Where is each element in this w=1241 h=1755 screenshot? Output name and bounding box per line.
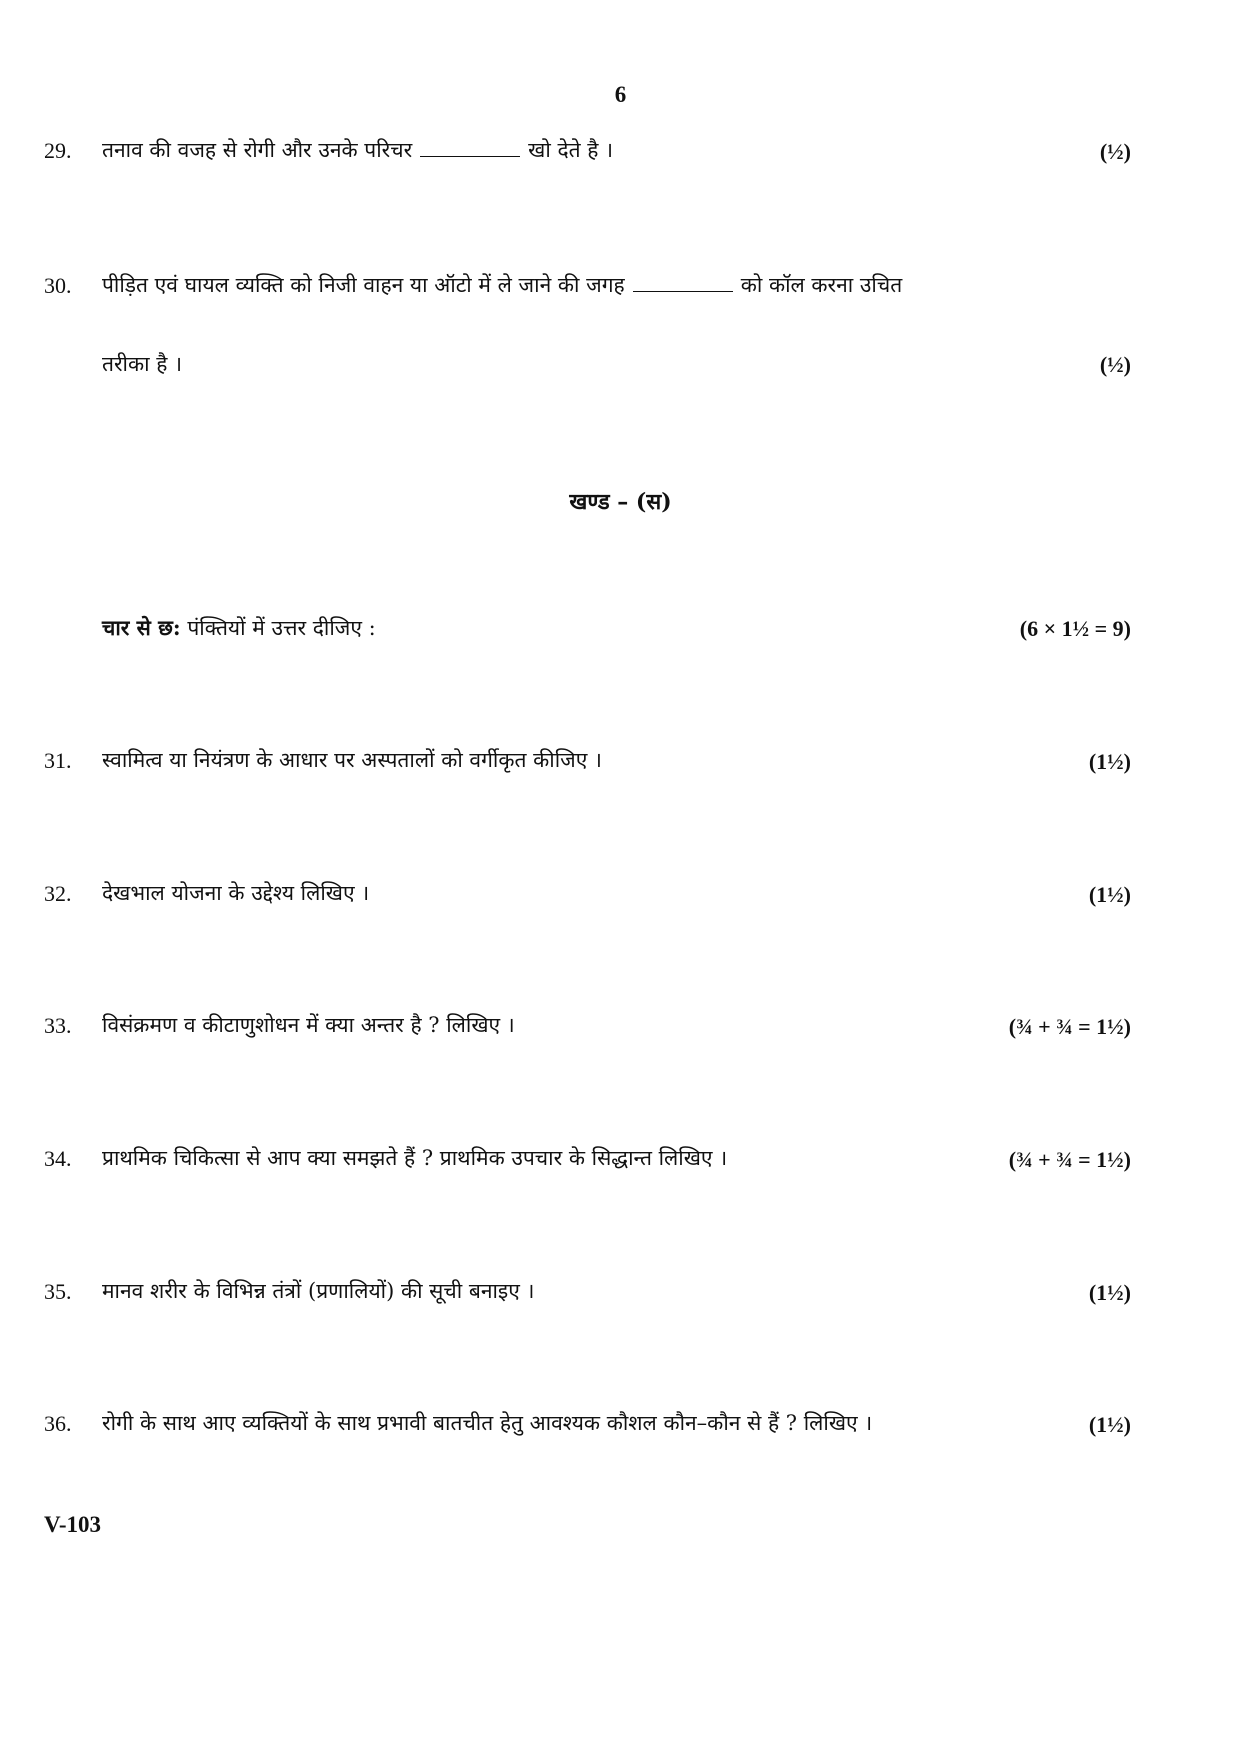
question-number: 33. bbox=[44, 1013, 72, 1038]
instruction-bold: चार से छ: bbox=[102, 615, 181, 640]
question-marks: (½) bbox=[1099, 139, 1131, 164]
instruction-marks: (6 × 1½ = 9) bbox=[1019, 616, 1131, 641]
question-marks: (¾ + ¾ = 1½) bbox=[1008, 1147, 1131, 1172]
paper-code: V-103 bbox=[44, 1512, 102, 1537]
question-text bbox=[102, 136, 613, 164]
question-number: 29. bbox=[44, 138, 72, 163]
question-number: 35. bbox=[44, 1279, 72, 1304]
question-marks: (1½) bbox=[1088, 882, 1131, 907]
question-text: स्वामित्व या नियंत्रण के आधार पर अस्पतालों को वर्गीकृत कीजिए । bbox=[102, 748, 602, 772]
question-number: 32. bbox=[44, 881, 72, 906]
question-number: 31. bbox=[44, 748, 72, 773]
question-marks: (½) bbox=[1099, 352, 1131, 377]
question-number: 30. bbox=[44, 273, 72, 298]
question-text: रोगी के साथ आए व्यक्तियों के साथ प्रभावी बातचीत हेतु आवश्यक कौशल कौन–कौन से हैं ? लिखिए । bbox=[102, 1411, 873, 1435]
page-number: 6 bbox=[614, 82, 627, 107]
question-text-before-blank: पीड़ित एवं घायल व्यक्ति को निजी वाहन या ऑटो में ले जाने की जगह bbox=[102, 273, 625, 297]
question-text-after-blank: को कॉल करना उचित bbox=[740, 273, 903, 297]
question-text bbox=[102, 271, 902, 299]
question-text: मानव शरीर के विभिन्न तंत्रों (प्रणालियों) की सूची बनाइए । bbox=[102, 1279, 535, 1303]
section-title: खण्ड – (स) bbox=[569, 489, 672, 515]
section-instruction bbox=[102, 614, 376, 642]
question-marks: (1½) bbox=[1088, 1412, 1131, 1437]
question-number: 34. bbox=[44, 1146, 72, 1171]
fill-in-blank bbox=[420, 138, 520, 157]
question-marks: (1½) bbox=[1088, 1280, 1131, 1305]
question-text: प्राथमिक चिकित्सा से आप क्या समझते हैं ? प्राथमिक उपचार के सिद्धान्त लिखिए । bbox=[102, 1146, 728, 1170]
question-text-before-blank: तनाव की वजह से रोगी और उनके परिचर bbox=[102, 138, 413, 162]
question-number: 36. bbox=[44, 1411, 72, 1436]
fill-in-blank bbox=[633, 273, 733, 292]
instruction-text: पंक्तियों में उत्तर दीजिए : bbox=[187, 616, 376, 640]
question-marks: (¾ + ¾ = 1½) bbox=[1008, 1014, 1131, 1039]
question-text-continued: तरीका है । bbox=[102, 352, 183, 376]
question-text-after-blank: खो देते है । bbox=[528, 138, 614, 162]
question-marks: (1½) bbox=[1088, 749, 1131, 774]
question-text: देखभाल योजना के उद्देश्य लिखिए । bbox=[102, 881, 370, 905]
question-text: विसंक्रमण व कीटाणुशोधन में क्या अन्तर है ? लिखिए । bbox=[102, 1013, 515, 1037]
